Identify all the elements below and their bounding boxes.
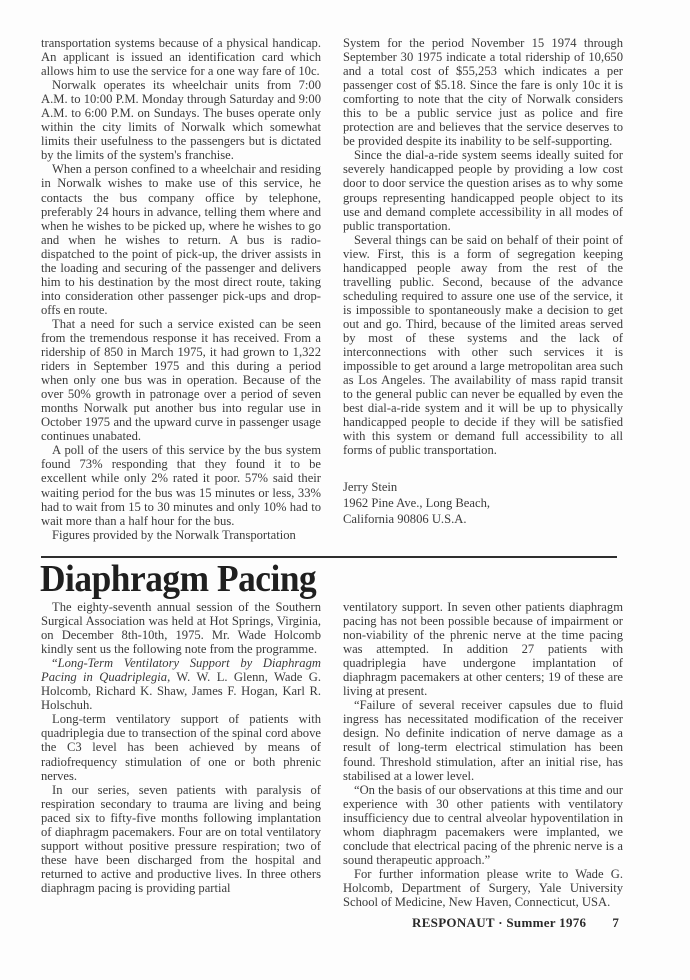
paragraph: System for the period November 15 1974 through September 30 1975 indicate a total ridership of 10,650 and a total cost of $55,253 which indicates a per passenger cost of $5.18. Since the fare is only 10c it is comforting to note that the city of Norwalk considers this to be a public service just as police and fire protection are and believes that the service deserves to be provided despite its inability to be self-supporting. bbox=[343, 36, 623, 149]
author-address-line1: 1962 Pine Ave., Long Beach, bbox=[343, 496, 491, 511]
intro-paragraph: The eighty-seventh annual session of the Southern Surgical Association was held at Hot Springs, Virginia, on December 8th-10th, 1975. Mr. Wade Holcomb kindly sent us the following note from the programme. bbox=[41, 600, 321, 657]
paragraph: transportation systems because of a physical handicap. An applicant is issued an identification card which allows him to use the service for a one way fare of 10c. bbox=[41, 36, 321, 79]
paragraph: Figures provided by the Norwalk Transportation bbox=[52, 527, 296, 542]
article-title: Diaphragm Pacing bbox=[40, 558, 317, 600]
paragraph: In our series, seven patients with paralysis of respiration secondary to trauma are living and being paced six to fifty-five months following implantation of diaphragm pacemakers. Four are on total ventilatory support without positive pressure respiration; two of these have been discharged from the hospital and returned to active and productive lives. In three others diaphragm pacing is providing partial bbox=[41, 782, 321, 895]
article-right-column bbox=[343, 600, 623, 909]
paragraph: A poll of the users of this service by the bus system found 73% responding that they found it to be excellent while only 2% rated it poor. 57% said their waiting period for the bus was 15 minutes or less, 33% had to wait from 15 to 30 minutes and only 10% had to wait more than a half hour for the bus. bbox=[41, 443, 321, 528]
author-name: Jerry Stein bbox=[343, 480, 398, 495]
paragraph: For further information please write to Wade G. Holcomb, Department of Surgery, Yale University School of Medicine, New Haven, Connecticut, USA. bbox=[343, 866, 623, 909]
page-footer bbox=[412, 915, 619, 931]
top-right-column bbox=[343, 36, 623, 527]
article-left-column bbox=[41, 600, 321, 895]
paragraph: That a need for such a service existed can be seen from the tremendous response it has received. From a ridership of 850 in March 1975, it had grown to 1,322 riders in September 1975 and this during a period when only one bus was in operation. Because of the over 50% growth in patronage over a period of seven months Norwalk put another bus into regular use in October 1975 and the upward curve in passenger usage continues unabated. bbox=[41, 316, 321, 444]
publication-name: RESPONAUT · Summer 1976 bbox=[412, 915, 587, 930]
page-number: 7 bbox=[612, 915, 620, 930]
author-signature bbox=[343, 479, 623, 527]
paragraph: Several things can be said on behalf of their point of view. First, this is a form of segregation keeping handicapped people away from the rest of the travelling public. Second, because of the advance scheduling required to assure one use of the service, it is impossible to spontaneously make a decision to get out and go. Third, because of the limited areas served by most of these systems and the lack of interconnections with other such services it is impossible to get around a large metropolitan area such as Los Angeles. The availability of mass rapid transit to the general public can never be equalled by even the best dial-a-ride system and it will be up to physically handicapped people to decide if they will be satisfied with this system or demand full accessibility to all forms of public transportation. bbox=[343, 232, 623, 458]
paragraph: “Failure of several receiver capsules due to fluid ingress has necessitated modification of the receiver design. No definite indication of nerve damage as a result of long-term electrical stimulation has been found. Threshold stimulation, after an initial rise, has stabilised at a lower level. bbox=[343, 698, 623, 783]
top-left-column bbox=[41, 36, 321, 542]
citation-title: Long-Term Ventilatory Support by Diaphragm Pacing in Quadriplegia bbox=[41, 656, 321, 685]
paragraph: Long-term ventilatory support of patients with quadriplegia due to transection of the spinal cord above the C3 level has been achieved by means of radiofrequency stimulation of one or both phrenic nerves. bbox=[41, 712, 321, 783]
citation-open-quote: “ bbox=[52, 656, 58, 671]
citation-authors: , W. W. L. Glenn, Wade G. Holcomb, Richard K. Shaw, James F. Hogan, Karl R. Holschuh. bbox=[41, 670, 321, 713]
paragraph: When a person confined to a wheelchair and residing in Norwalk wishes to make use of this service, he contacts the bus company office by telephone, preferably 24 hours in advance, telling them where and when he wishes to be picked up, where he wishes to go and when he wishes to return. A bus is radio-dispatched to the point of pick-up, the driver assists in the loading and securing of the passenger and delivers him to his destination by the most direct route, taking into consideration other passenger pick-ups and drop-offs en route. bbox=[41, 162, 321, 317]
citation-paragraph bbox=[41, 656, 321, 712]
paragraph: Norwalk operates its wheelchair units from 7:00 A.M. to 10:00 P.M. Monday through Saturday and 9:00 A.M. to 6:00 P.M. on Sundays. The buses operate only within the city limits of Norwalk which somewhat limits their usefulness to the passengers but is dictated by the limits of the system's franchise. bbox=[41, 78, 321, 163]
paragraph: Since the dial-a-ride system seems ideally suited for severely handicapped people by providing a low cost door to door service the question arises as to why some groups representing handicapped people object to its use and demand complete accessibility in all modes of public transportation. bbox=[343, 148, 623, 233]
paragraph: “On the basis of our observations at this time and our experience with 30 other patients with ventilatory insufficiency due to central alveolar hypoventilation in whom diaphragm pacemakers were implanted, we conclude that electrical pacing of the phrenic nerve is a sound therapeutic approach.” bbox=[343, 782, 623, 867]
paragraph: ventilatory support. In seven other patients diaphragm pacing has not been possible because of impairment or non-viability of the phrenic nerve at the time pacing was attempted. In addition 27 patients with quadriplegia have undergone implantation of diaphragm pacemakers at other centers; 19 of these are living at present. bbox=[343, 600, 623, 699]
author-address-line2: California 90806 U.S.A. bbox=[343, 512, 467, 527]
